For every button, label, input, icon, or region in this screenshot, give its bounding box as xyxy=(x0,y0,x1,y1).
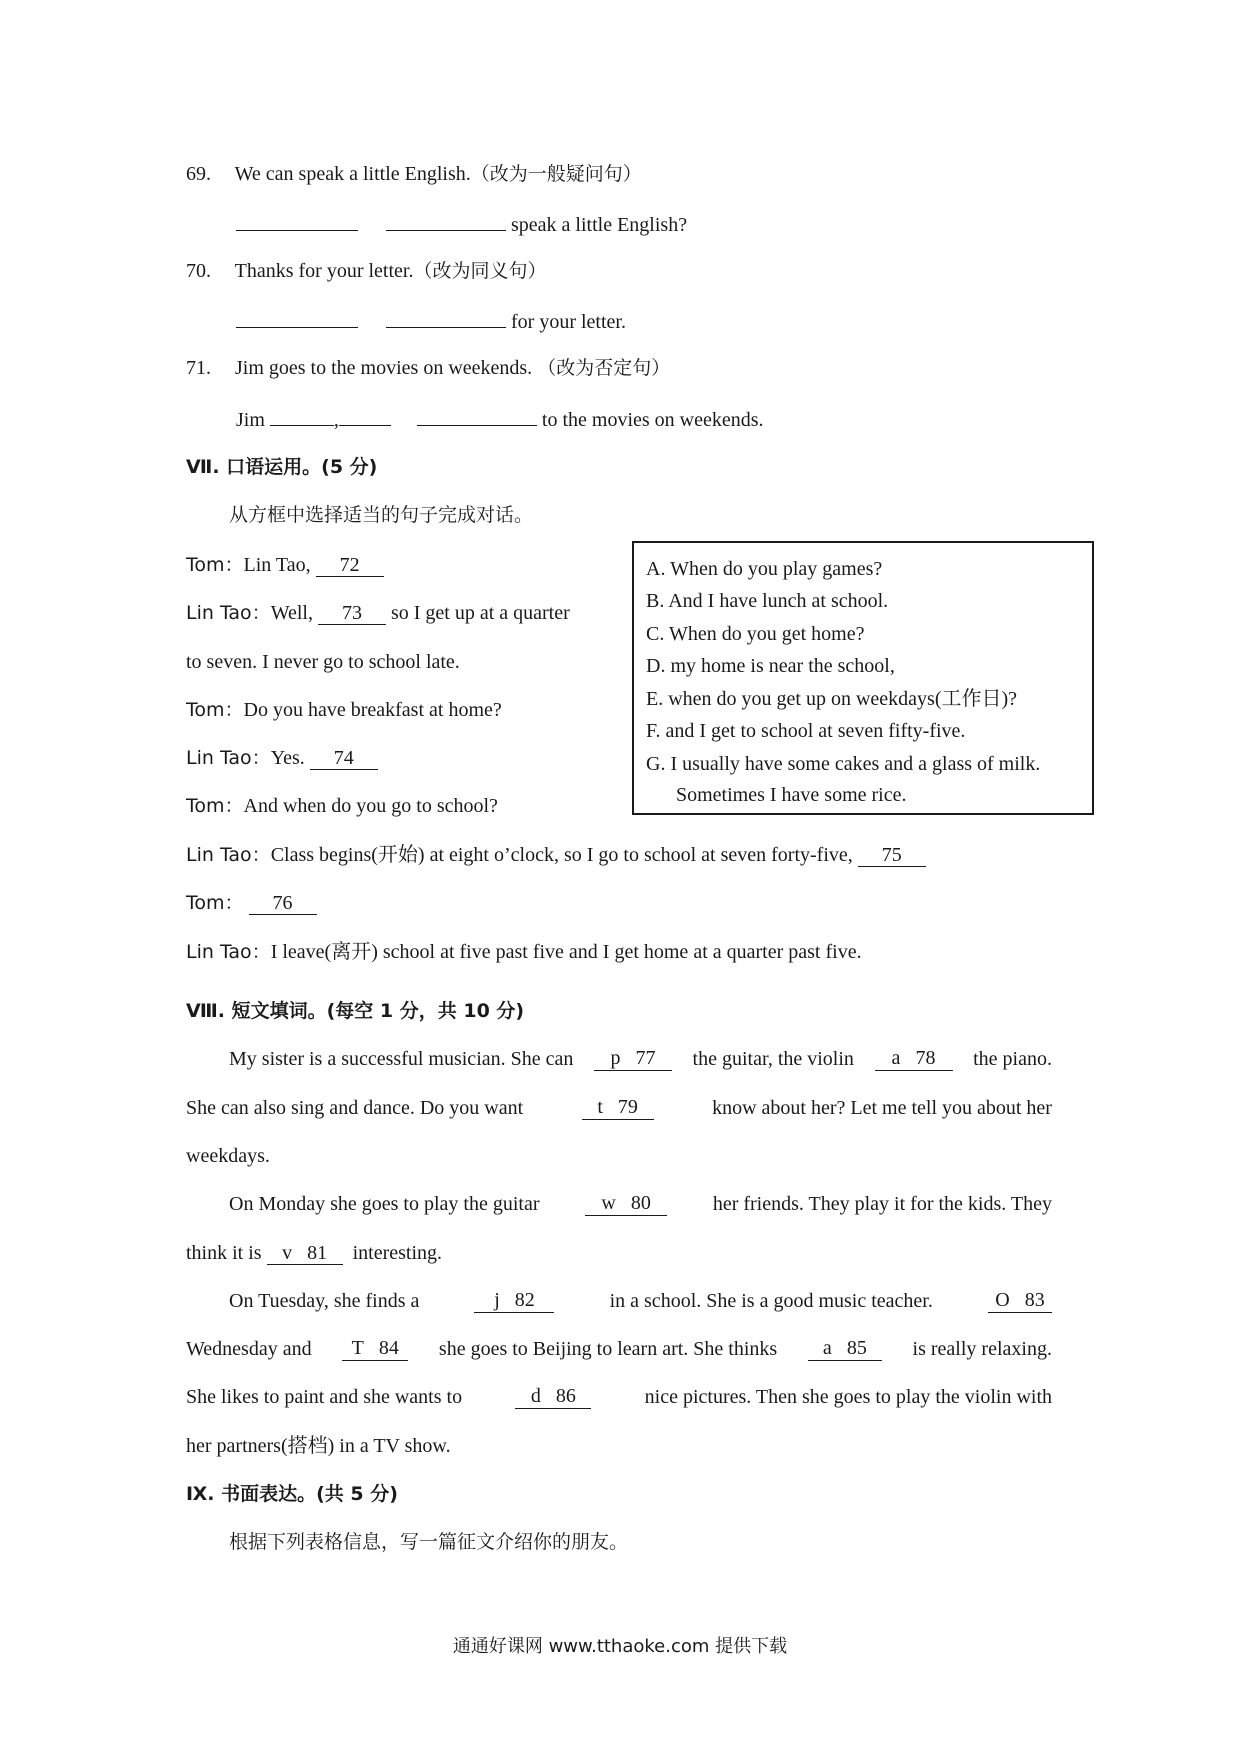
hint-letter: j xyxy=(494,1289,500,1311)
section-9-title: Ⅸ. 书面表达。(共 5 分) xyxy=(186,1483,398,1505)
passage-line-9: her partners(搭档) in a TV show. xyxy=(186,1435,451,1457)
dialogue-line-6 xyxy=(186,843,926,867)
speaker: Tom： xyxy=(186,795,244,817)
speaker: Lin Tao： xyxy=(186,844,271,866)
passage-text: Wednesday and xyxy=(186,1338,312,1360)
speaker: Lin Tao： xyxy=(186,941,271,963)
option-g: G. I usually have some cakes and a glass of milk. xyxy=(646,753,1041,775)
option-b: B. And I have lunch at school. xyxy=(646,590,889,612)
blank-78[interactable] xyxy=(875,1047,953,1071)
blank-80[interactable] xyxy=(585,1192,667,1216)
blank-74[interactable]: 74 xyxy=(310,747,378,770)
question-70 xyxy=(186,259,547,283)
speaker: Lin Tao： xyxy=(186,602,271,624)
blank-76[interactable]: 76 xyxy=(249,892,317,915)
passage-line-2 xyxy=(186,1096,1052,1120)
speaker: Tom： xyxy=(186,892,244,914)
passage-text: think it is xyxy=(186,1242,262,1264)
question-number: 70. xyxy=(186,260,211,282)
passage-text: the guitar, the violin xyxy=(692,1048,854,1070)
speaker: Lin Tao： xyxy=(186,747,271,769)
dialogue-line-7 xyxy=(186,891,317,915)
dialogue-text: And when do you go to school? xyxy=(243,795,498,817)
dialogue-text: Yes. xyxy=(270,747,305,769)
passage-text: She likes to paint and she wants to xyxy=(186,1386,463,1408)
question-71 xyxy=(186,356,670,380)
blank-number: 78 xyxy=(915,1047,936,1069)
blank-79[interactable] xyxy=(582,1096,654,1120)
dialogue-line-5 xyxy=(186,794,498,818)
option-e: E. when do you get up on weekdays(工作日)? xyxy=(646,688,1018,710)
blank-85[interactable] xyxy=(808,1337,882,1361)
answer-line-69 xyxy=(236,210,687,237)
dialogue-text: Class begins(开始) at eight o’clock, so I go to school at seven forty-five, xyxy=(270,844,853,866)
blank-77[interactable] xyxy=(594,1047,672,1071)
passage-text: her friends. They play it for the kids. They xyxy=(712,1193,1052,1215)
passage-line-5 xyxy=(186,1241,442,1265)
answer-blank[interactable] xyxy=(236,210,358,231)
dialogue-line-8 xyxy=(186,940,862,964)
passage-text: the piano. xyxy=(973,1048,1052,1070)
blank-number: 77 xyxy=(635,1047,656,1069)
question-prompt: Thanks for your letter. xyxy=(234,260,414,282)
passage-text: My sister is a successful musician. She can xyxy=(229,1048,574,1070)
options-box xyxy=(632,541,1094,815)
answer-blank[interactable] xyxy=(236,307,358,328)
section-8-title: Ⅷ. 短文填词。(每空 1 分，共 10 分) xyxy=(186,1000,525,1022)
answer-tail: for your letter. xyxy=(511,311,626,333)
passage-text: she goes to Beijing to learn art. She thinks xyxy=(438,1338,778,1360)
passage-line-1 xyxy=(229,1047,1052,1071)
hint-letter: t xyxy=(597,1096,603,1118)
blank-83[interactable] xyxy=(988,1289,1052,1313)
answer-blank[interactable] xyxy=(386,210,506,231)
blank-75[interactable]: 75 xyxy=(858,844,926,867)
hint-letter: d xyxy=(530,1385,541,1407)
question-prompt: Jim goes to the movies on weekends. xyxy=(235,357,533,379)
blank-number: 86 xyxy=(555,1385,576,1407)
hint-letter: O xyxy=(995,1289,1010,1311)
question-number: 69. xyxy=(186,163,211,185)
dialogue-line-2-cont: to seven. I never go to school late. xyxy=(186,651,460,673)
blank-84[interactable] xyxy=(342,1337,408,1361)
dialogue-text: Well, xyxy=(270,602,313,624)
passage-text: On Monday she goes to play the guitar xyxy=(229,1193,540,1215)
passage-text: On Tuesday, she finds a xyxy=(229,1290,420,1312)
speaker: Tom： xyxy=(186,699,244,721)
passage-line-6 xyxy=(229,1289,1052,1313)
apostrophe-mark: , xyxy=(333,409,339,431)
answer-head: Jim xyxy=(236,409,265,431)
passage-text: know about her? Let me tell you about her xyxy=(712,1097,1052,1119)
blank-number: 80 xyxy=(630,1192,651,1214)
dialogue-line-2 xyxy=(186,601,570,625)
dialogue-text: Lin Tao, xyxy=(243,554,311,576)
question-instruction: （改为否定句） xyxy=(537,357,671,379)
passage-text: interesting. xyxy=(352,1242,443,1264)
blank-73[interactable]: 73 xyxy=(318,602,386,625)
hint-letter: p xyxy=(610,1047,621,1069)
speaker: Tom： xyxy=(186,554,244,576)
passage-line-8 xyxy=(186,1385,1052,1409)
blank-number: 79 xyxy=(617,1096,638,1118)
dialogue-line-1 xyxy=(186,553,384,577)
passage-text: She can also sing and dance. Do you want xyxy=(186,1097,524,1119)
question-69 xyxy=(186,162,642,186)
passage-line-3: weekdays. xyxy=(186,1145,270,1167)
answer-blank[interactable] xyxy=(386,307,506,328)
hint-letter: a xyxy=(891,1047,901,1069)
blank-number: 83 xyxy=(1024,1289,1045,1311)
blank-86[interactable] xyxy=(515,1385,591,1409)
answer-tail: to the movies on weekends. xyxy=(541,409,764,431)
answer-blank[interactable] xyxy=(339,405,391,426)
passage-text: nice pictures. Then she goes to play the violin with xyxy=(644,1386,1052,1408)
page-footer: 通通好课网 www.tthaoke.com 提供下载 xyxy=(452,1636,788,1657)
blank-number: 81 xyxy=(307,1242,328,1264)
option-d: D. my home is near the school, xyxy=(646,655,895,677)
option-a: A. When do you play games? xyxy=(646,558,883,580)
blank-number: 85 xyxy=(846,1337,867,1359)
dialogue-text: I leave(离开) school at five past five and I get home at a quarter past five. xyxy=(270,941,862,963)
passage-text: in a school. She is a good music teacher. xyxy=(609,1290,933,1312)
section-7-instruction: 从方框中选择适当的句子完成对话。 xyxy=(229,504,534,526)
question-instruction: （改为同义句） xyxy=(413,260,547,282)
blank-72[interactable]: 72 xyxy=(316,554,384,577)
section-7-title: Ⅶ. 口语运用。(5 分) xyxy=(186,456,378,478)
hint-letter: v xyxy=(282,1242,293,1264)
blank-number: 84 xyxy=(378,1337,399,1359)
hint-letter: a xyxy=(822,1337,832,1359)
hint-letter: w xyxy=(601,1192,616,1214)
answer-line-70 xyxy=(236,307,626,334)
dialogue-text: Do you have breakfast at home? xyxy=(243,699,502,721)
question-number: 71. xyxy=(186,357,211,379)
passage-text: is really relaxing. xyxy=(912,1338,1052,1360)
dialogue-line-4 xyxy=(186,746,378,770)
question-instruction: （改为一般疑问句） xyxy=(470,163,642,185)
section-9-instruction: 根据下列表格信息，写一篇征文介绍你的朋友。 xyxy=(229,1531,629,1553)
passage-line-4 xyxy=(229,1192,1052,1216)
option-c: C. When do you get home? xyxy=(646,623,865,645)
question-prompt: We can speak a little English. xyxy=(234,163,471,185)
dialogue-text: so I get up at a quarter xyxy=(390,602,570,624)
option-g-cont: Sometimes I have some rice. xyxy=(676,784,907,806)
blank-82[interactable] xyxy=(474,1289,554,1313)
passage-line-7 xyxy=(186,1337,1052,1361)
answer-tail: speak a little English? xyxy=(511,214,688,236)
option-f: F. and I get to school at seven fifty-five. xyxy=(646,720,966,742)
hint-letter: T xyxy=(351,1337,364,1359)
answer-blank[interactable] xyxy=(417,405,537,426)
blank-81[interactable] xyxy=(267,1242,343,1265)
dialogue-line-3 xyxy=(186,698,502,722)
blank-number: 82 xyxy=(514,1289,535,1311)
answer-line-71 xyxy=(236,405,764,432)
answer-blank[interactable] xyxy=(270,405,334,426)
